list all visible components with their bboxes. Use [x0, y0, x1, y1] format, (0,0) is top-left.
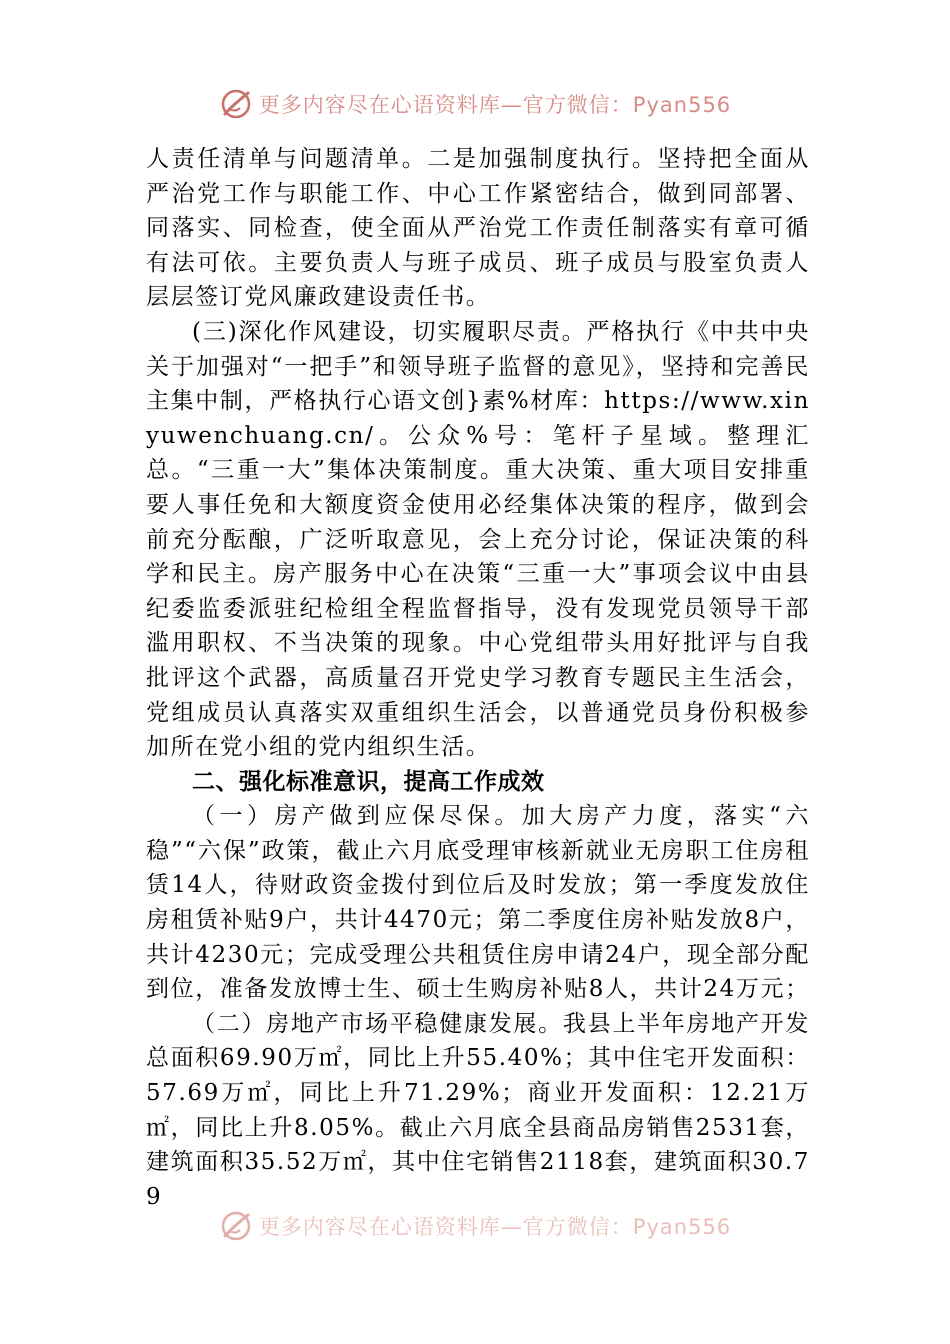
- section-heading: 二、强化标准意识，提高工作成效: [192, 768, 545, 795]
- brush-logo-icon: [219, 1209, 253, 1243]
- paragraph-continuation: 人责任清单与问题清单。二是加强制度执行。坚持把全面从严治党工作与职能工作、中心工作紧密结合，做到同部署、同落实、同检查，使全面从严治党工作责任制落实有章可循有法可依。主要负责人与班子成员、班子成员与股室负责人层层签订党风廉政建设责任书。: [146, 146, 810, 311]
- paragraph-housing-security: （一）房产做到应保尽保。加大房产力度，落实“六稳”“六保”政策，截止六月底受理审核新就业无房职工住房租赁14人，待财政资金拨付到位后及时发放；第一季度发放住房租赁补贴9户，共计4470元；第二季度住房补贴发放8户，共计4230元；完成受理公共租赁住房申请24户，现全部分配到位，准备发放博士生、硕士生购房补贴8人，共计24万元；: [146, 803, 810, 1003]
- watermark-banner-bottom: [0, 1204, 950, 1248]
- watermark-text: 更多内容尽在心语资料库—官方微信：Pyan556: [258, 93, 732, 117]
- paragraph-real-estate-market: （二）房地产市场平稳健康发展。我县上半年房地产开发总面积69.90万㎡，同比上升55.40%；其中住宅开发面积：57.69万㎡，同比上升71.29%；商业开发面积：12.21万㎡，同比上升8.05%。截止六月底全县商品房销售2531套，建筑面积35.52万㎡，其中住宅销售2118套，建筑面积30.79: [146, 1010, 810, 1210]
- brush-logo-icon: [219, 87, 253, 121]
- document-body: [146, 142, 810, 1214]
- paragraph-work-style: (三)深化作风建设，切实履职尽责。严格执行《中共中央关于加强对“一把手”和领导班子监督的意见》，坚持和完善民主集中制，严格执行心语文创}素%材库：https://www.xinyuwenchuang.cn/。公众%号：笔杆子星域。整理汇总。“三重一大”集体决策制度。重大决策、重大项目安排重要人事任免和大额度资金使用必经集体决策的程序，做到会前充分酝酿，广泛听取意见，会上充分讨论，保证决策的科学和民主。房产服务中心在决策“三重一大”事项会议中由县纪委监委派驻纪检组全程监督指导，没有发现党员领导干部滥用职权、不当决策的现象。中心党组带头用好批评与自我批评这个武器，高质量召开党史学习教育专题民主生活会，党组成员认真落实双重组织生活会，以普通党员身份积极参加所在党小组的党内组织生活。: [146, 318, 810, 761]
- watermark-text: 更多内容尽在心语资料库—官方微信：Pyan556: [258, 1215, 732, 1239]
- watermark-banner-top: [0, 82, 950, 126]
